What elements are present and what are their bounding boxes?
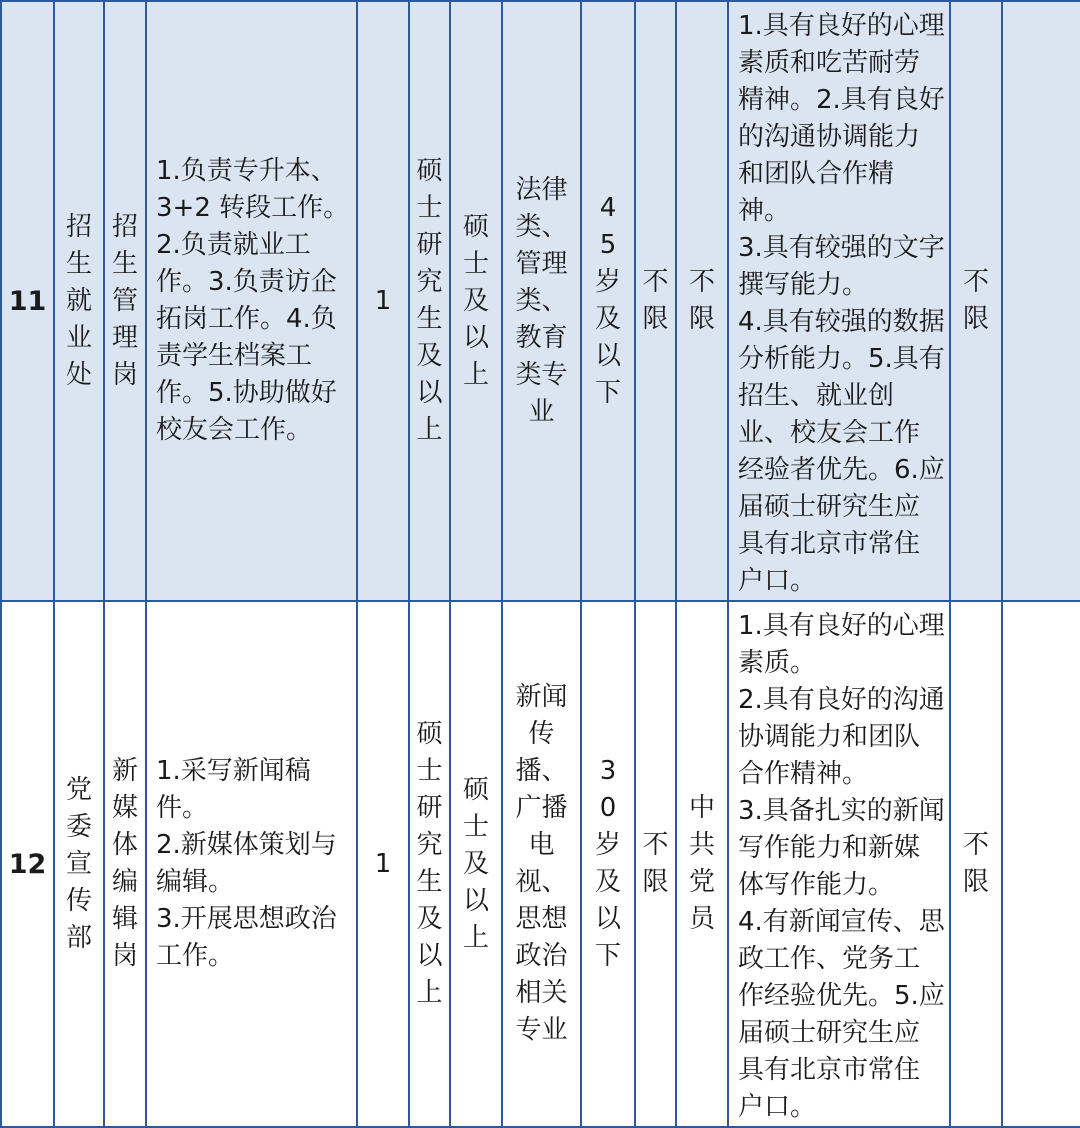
degree: 硕士及以上 (462, 774, 489, 953)
duties: 1.采写新闻稿件。 2.新媒体策划与编辑。 3.开展思想政治工作。 (146, 601, 357, 1127)
political-status: 中共党员 (688, 793, 715, 934)
degree: 硕士及以上 (462, 211, 489, 390)
political-cell (676, 1, 728, 601)
table-row (1, 601, 1080, 1127)
position: 招生管理岗 (111, 211, 138, 390)
education: 硕士研究生及以上 (416, 156, 443, 445)
major: 新闻传播、广播电视、思想政治相关专业 (515, 682, 568, 1045)
requirements: 1.具有良好的心理素质。 2.具有良好的沟通协调能力和团队合作精神。 3.具备扎实的新闻写作能力和新媒体写作能力。 4.有新闻宣传、思政工作、党务工作经验优先。5.应届硕士研究生应具有北京市常住户口。 (728, 601, 950, 1127)
col-a-cell (635, 1, 676, 601)
col-a: 不限 (642, 830, 669, 897)
age-limit: 45岁及以下 (594, 193, 621, 408)
col-b: 不限 (962, 830, 989, 897)
major: 法律类、管理类、教育类专业 (515, 174, 568, 427)
col-b-cell (950, 1, 1002, 601)
row-number: 11 (1, 1, 54, 601)
major-cell (502, 601, 581, 1127)
department-cell (54, 1, 104, 601)
col-b: 不限 (962, 267, 989, 334)
education-cell (409, 601, 450, 1127)
department: 党委宣传部 (65, 774, 92, 953)
hire-count: 1 (357, 1, 409, 601)
major-cell (502, 1, 581, 601)
degree-cell (450, 1, 502, 601)
political-status: 不限 (688, 267, 715, 334)
duties: 1.负责专升本、3+2 转段工作。2.负责就业工作。3.负责访企拓岗工作。4.负责学生档案工作。5.协助做好校友会工作。 (146, 1, 357, 601)
department-cell (54, 601, 104, 1127)
education: 硕士研究生及以上 (416, 719, 443, 1008)
remark (1002, 601, 1080, 1127)
position: 新媒体编辑岗 (111, 756, 138, 971)
col-b-cell (950, 601, 1002, 1127)
political-cell (676, 601, 728, 1127)
position-cell (104, 601, 146, 1127)
age-cell (581, 1, 635, 601)
education-cell (409, 1, 450, 601)
remark (1002, 1, 1080, 601)
col-a-cell (635, 601, 676, 1127)
position-cell (104, 1, 146, 601)
col-a: 不限 (642, 267, 669, 334)
age-cell (581, 601, 635, 1127)
requirements: 1.具有良好的心理素质和吃苦耐劳精神。2.具有良好的沟通协调能力和团队合作精神。 3.具有较强的文字撰写能力。 4.具有较强的数据分析能力。5.具有招生、就业创业、校友会工作经验者优先。6.应届硕士研究生应具有北京市常住户口。 (728, 1, 950, 601)
degree-cell (450, 601, 502, 1127)
table-row (1, 1, 1080, 601)
department: 招生就业处 (65, 211, 92, 390)
hire-count: 1 (357, 601, 409, 1127)
row-number: 12 (1, 601, 54, 1127)
age-limit: 30岁及以下 (594, 756, 621, 971)
